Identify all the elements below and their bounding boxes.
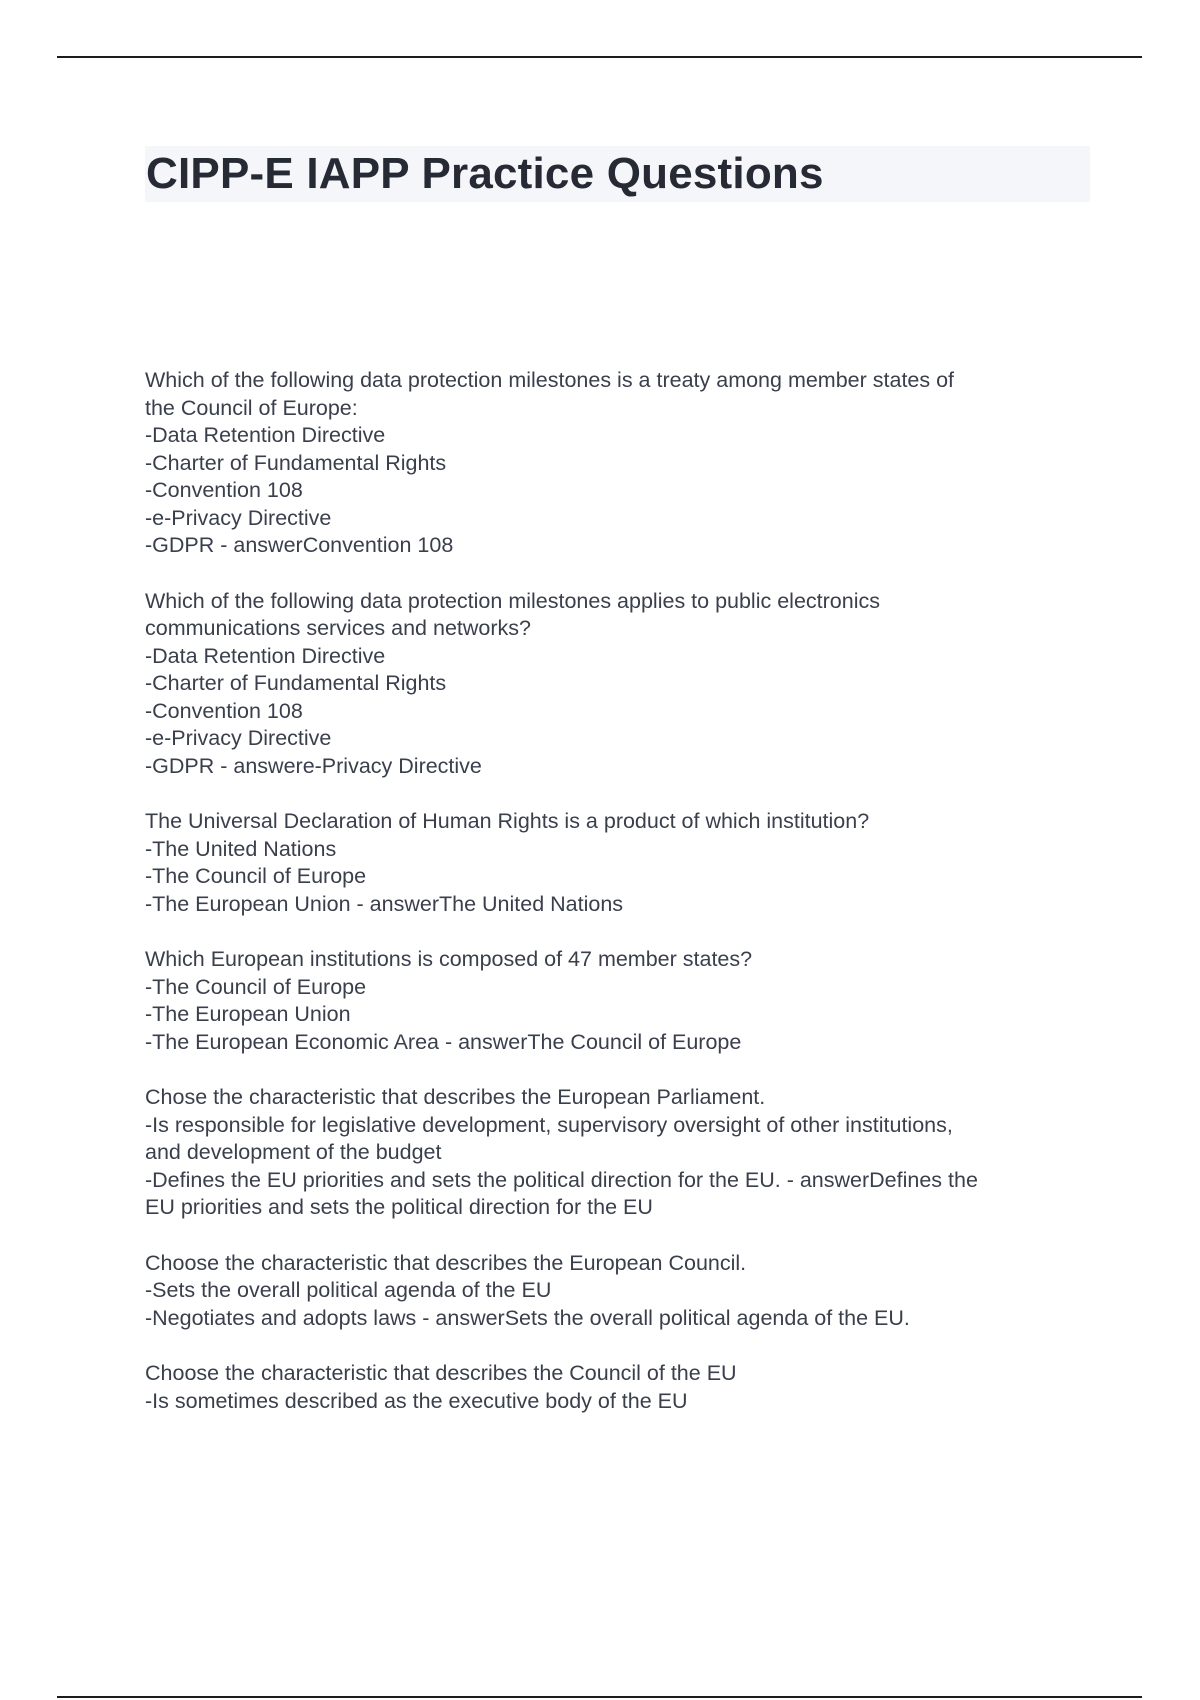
answer-line: -Defines the EU priorities and sets the political direction for the EU. - answerDefines the [145,1167,978,1192]
option-line: -Charter of Fundamental Rights [145,450,447,475]
option-line: -The Council of Europe [145,974,367,999]
question-line: Which of the following data protection milestones is a treaty among member states of [145,368,955,392]
question-block [145,588,1095,781]
question-line: the Council of Europe: [145,395,358,420]
answer-line: -GDPR - answere-Privacy Directive [145,753,482,778]
option-line: -Is sometimes described as the executive body of the EU [145,1388,688,1413]
answer-line: -The European Union - answerThe United Nations [145,891,624,916]
top-rule [57,56,1142,58]
question-list [145,367,1095,1443]
option-line: -Charter of Fundamental Rights [145,671,447,695]
answer-line: EU priorities and sets the political direction for the EU [145,1195,653,1219]
option-line: -The United Nations [145,836,337,861]
question-block [145,1084,1095,1222]
question-line: Choose the characteristic that describes the European Council. [145,1250,747,1275]
question-line: Which European institutions is composed of 47 member states? [145,947,753,971]
question-line: Choose the characteristic that describes the Council of the EU [145,1361,737,1385]
option-line: and development of the budget [145,1140,442,1164]
bottom-rule [57,1696,1142,1698]
question-block [145,367,1095,560]
question-line: communications services and networks? [145,616,531,640]
question-block [145,1360,1095,1415]
option-line: -Data Retention Directive [145,643,386,668]
question-line: Which of the following data protection milestones applies to public electronics [145,588,880,613]
answer-line: -GDPR - answerConvention 108 [145,533,454,557]
answer-line: -Negotiates and adopts laws - answerSets the overall political agenda of the EU. [145,1305,910,1330]
option-line: -The Council of Europe [145,864,367,888]
option-line: -e-Privacy Directive [145,726,332,750]
option-line: -Convention 108 [145,478,303,502]
option-line: -The European Union [145,1002,351,1026]
page-title: CIPP-E IAPP Practice Questions [146,149,824,198]
option-line: -Sets the overall political agenda of the EU [145,1278,552,1302]
option-line: -Data Retention Directive [145,423,386,447]
option-line: -Is responsible for legislative development, supervisory oversight of other institutions, [145,1112,953,1137]
question-block [145,946,1095,1056]
question-block [145,808,1095,918]
question-block [145,1250,1095,1333]
option-line: -Convention 108 [145,698,303,723]
question-line: Chose the characteristic that describes the European Parliament. [145,1085,766,1109]
answer-line: -The European Economic Area - answerThe Council of Europe [145,1029,742,1054]
option-line: -e-Privacy Directive [145,505,332,530]
question-line: The Universal Declaration of Human Rights is a product of which institution? [145,809,870,833]
